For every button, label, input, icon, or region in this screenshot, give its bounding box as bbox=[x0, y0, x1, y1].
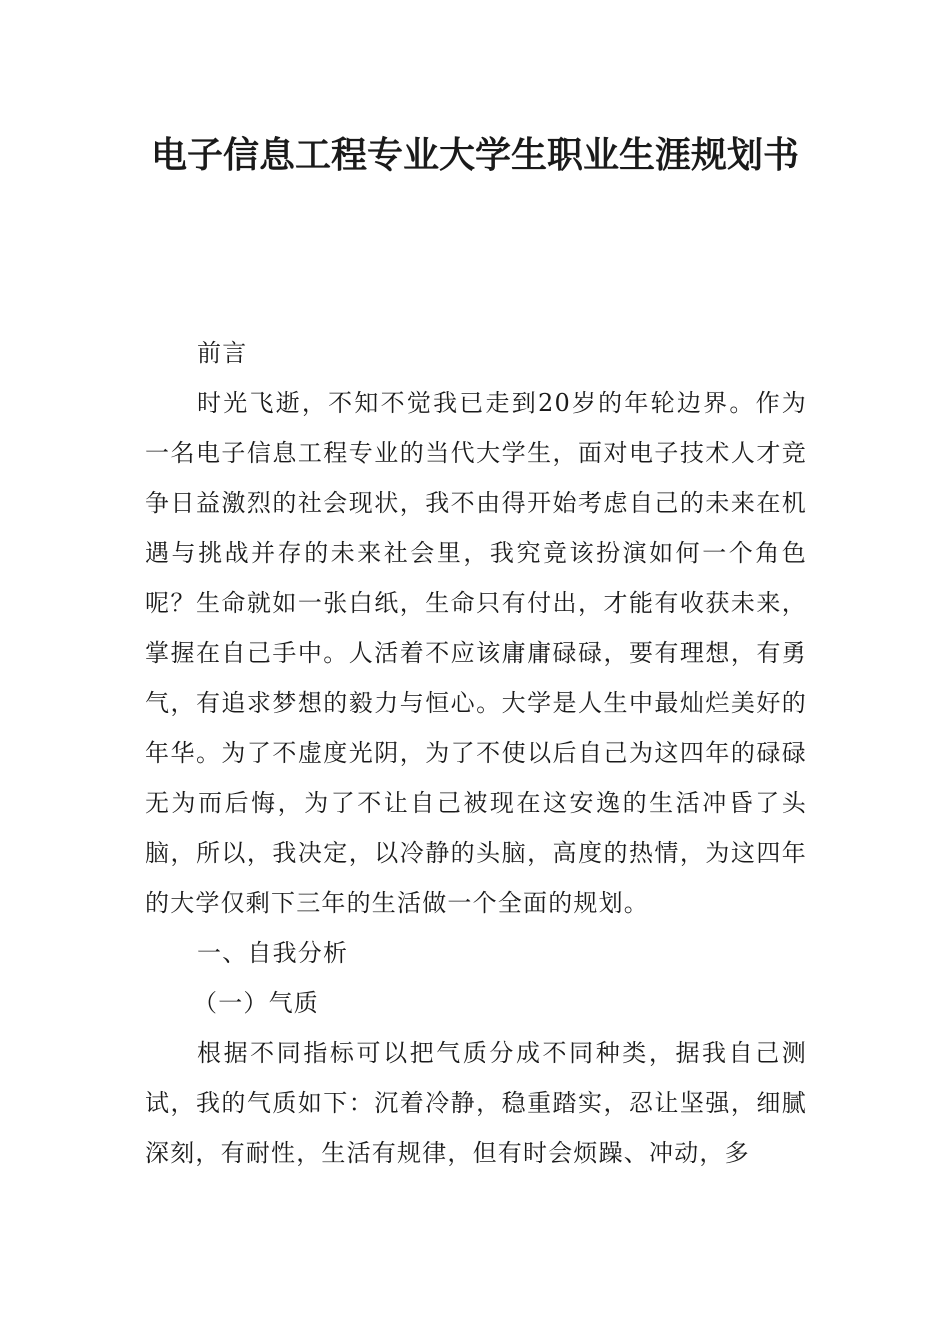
document-title: 电子信息工程专业大学生职业生涯规划书 bbox=[150, 135, 799, 176]
preface-heading: 前言 bbox=[197, 339, 248, 367]
preface-paragraph: 时光飞逝，不知不觉我已走到20岁的年轮边界。作为一名电子信息工程专业的当代大学生，面对电子技术人才竞争日益激烈的社会现状，我不由得开始考虑自己的未来在机遇与挑战并存的未来社会里，我究竟该扮演如何一个角色呢？生命就如一张白纸，生命只有付出，才能有收获未来，掌握在自己手中。人活着不应该庸庸碌碌，要有理想，有勇气，有追求梦想的毅力与恒心。大学是人生中最灿烂美好的年华。为了不虚度光阴，为了不使以后自己为这四年的碌碌无为而后悔，为了不让自己被现在这安逸的生活冲昏了头脑，所以，我决定，以冷静的头脑，高度的热情，为这四年的大学仅剩下三年的生活做一个全面的规划。 bbox=[145, 389, 807, 917]
section-heading-self-analysis: 一、自我分析 bbox=[197, 939, 349, 967]
document-body bbox=[145, 328, 807, 1178]
temperament-paragraph: 根据不同指标可以把气质分成不同种类，据我自己测试，我的气质如下：沉着冷静，稳重踏实，忍让坚强，细腻深刻，有耐性，生活有规律，但有时会烦躁、冲动，多 bbox=[145, 1039, 807, 1167]
subsection-heading-temperament: （一）气质 bbox=[193, 989, 319, 1017]
